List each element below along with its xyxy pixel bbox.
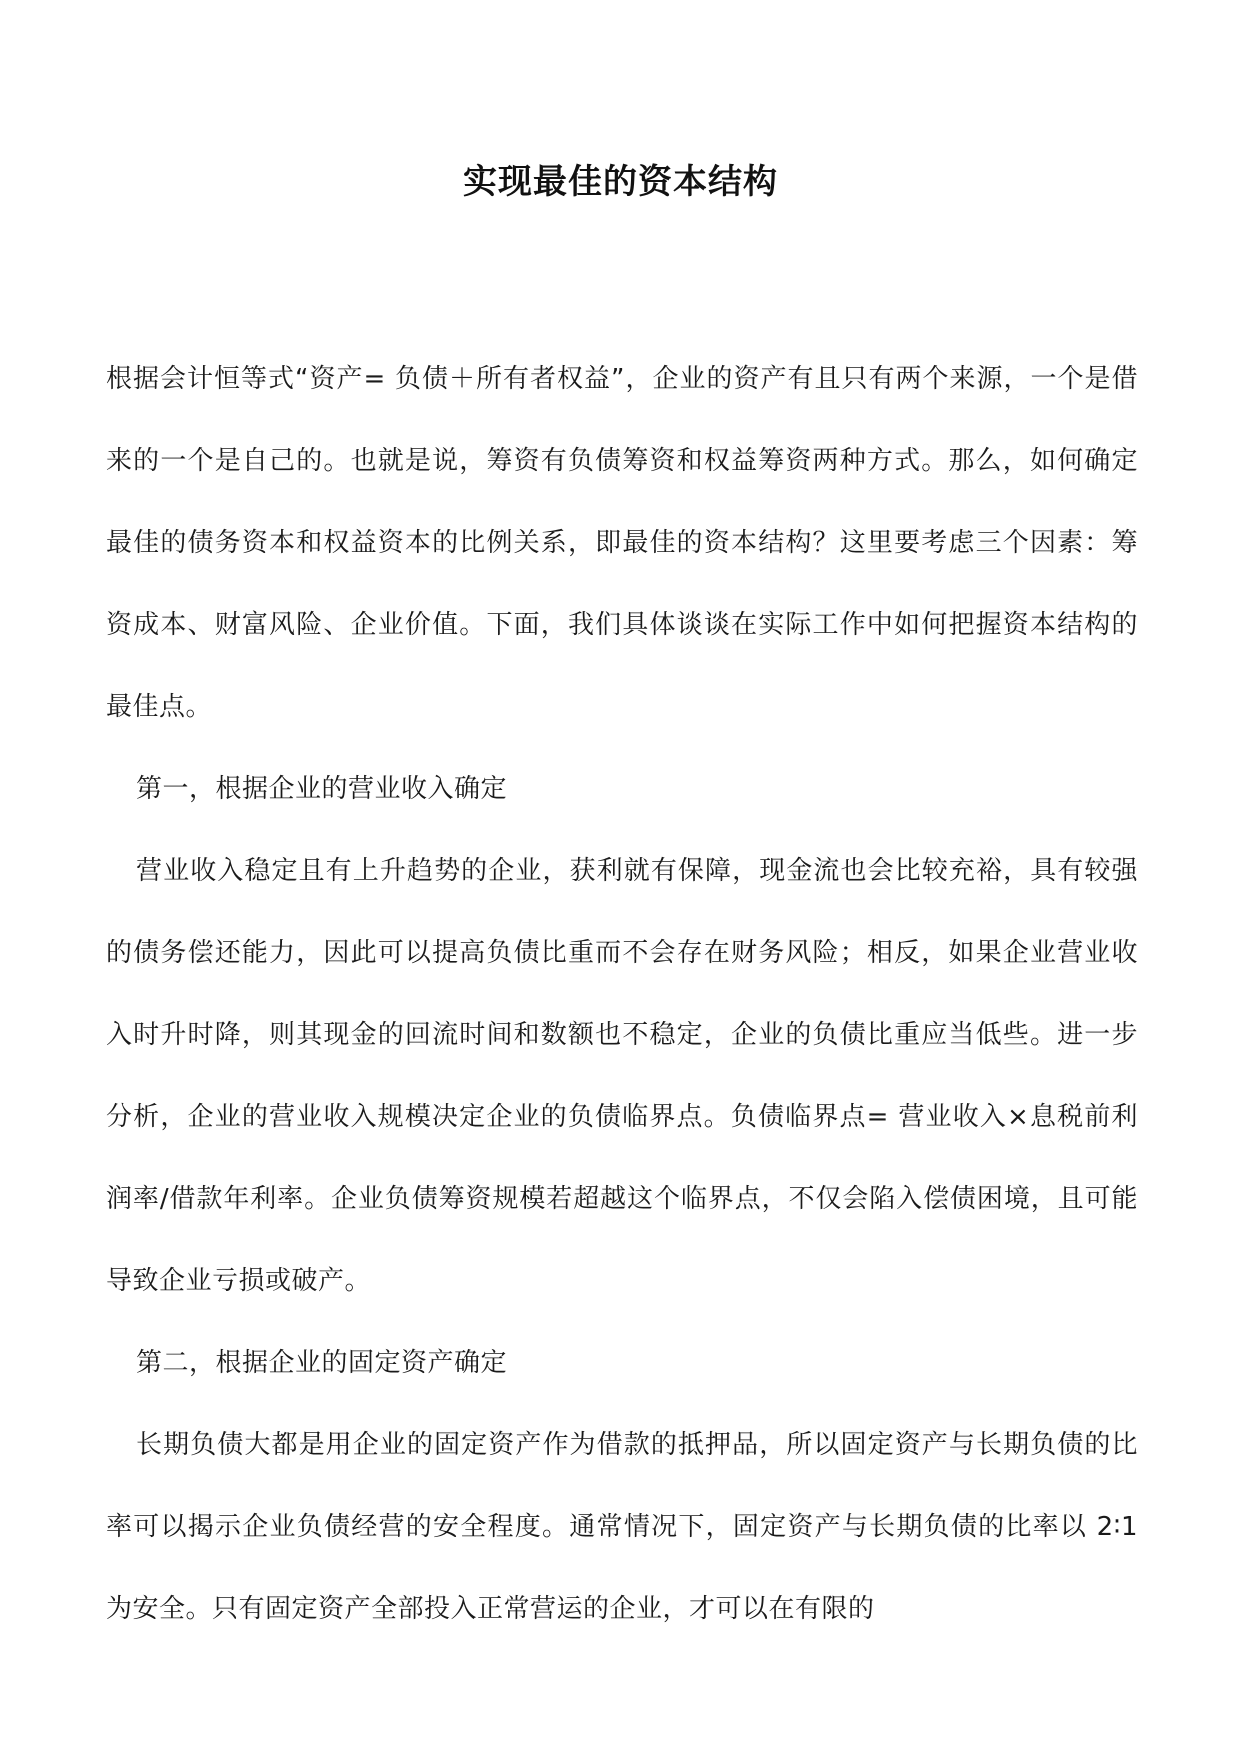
paragraph-revenue: 营业收入稳定且有上升趋势的企业，获利就有保障，现金流也会比较充裕，具有较强的债务偿还能力，因此可以提高负债比重而不会存在财务风险；相反，如果企业营业收入时升时降，则其现金的回流时间和数额也不稳定，企业的负债比重应当低些。进一步分析，企业的营业收入规模决定企业的负债临界点。负债临界点= 营业收入×息税前利润率/借款年利率。企业负债筹资规模若超越这个临界点，不仅会陷入偿债困境，且可能导致企业亏损或破产。 [106, 856, 1138, 1296]
paragraph-intro: 根据会计恒等式“资产= 负债＋所有者权益”，企业的资产有且只有两个来源，一个是借来的一个是自己的。也就是说，筹资有负债筹资和权益筹资两种方式。那么，如何确定最佳的债务资本和权益资本的比例关系，即最佳的资本结构？这里要考虑三个因素：筹资成本、财富风险、企业价值。下面，我们具体谈谈在实际工作中如何把握资本结构的最佳点。 [106, 364, 1138, 722]
paragraph-fixed-assets: 长期负债大都是用企业的固定资产作为借款的抵押品，所以固定资产与长期负债的比率可以揭示企业负债经营的安全程度。通常情况下，固定资产与长期负债的比率以 2∶1 为安全。只有固定资产全部投入正常营运的企业，才可以在有限的 [106, 1430, 1138, 1624]
document-title: 实现最佳的资本结构 [463, 162, 778, 202]
section-heading-2: 第二，根据企业的固定资产确定 [136, 1348, 508, 1378]
document-body [106, 338, 1138, 1650]
section-heading-1: 第一，根据企业的营业收入确定 [136, 774, 508, 804]
